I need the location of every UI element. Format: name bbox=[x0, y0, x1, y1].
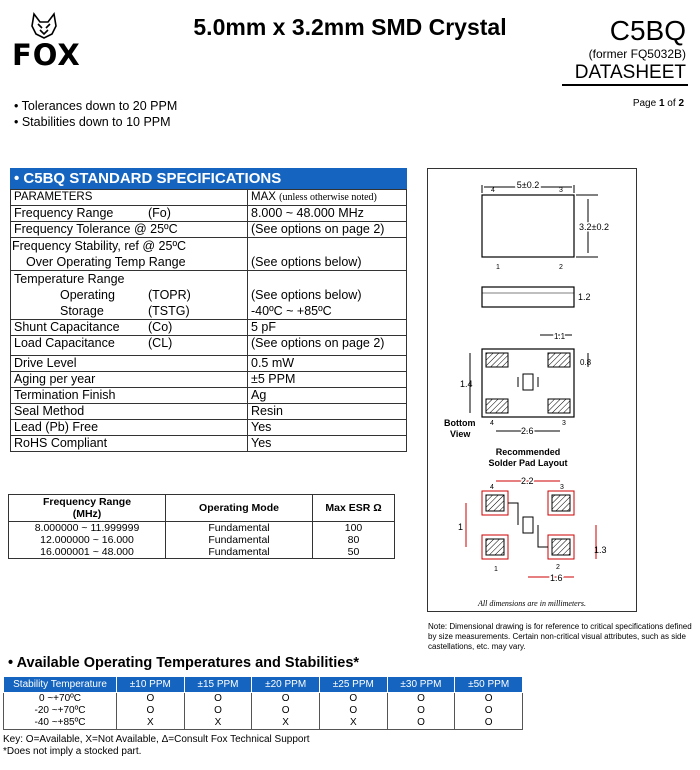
dimension-drawing bbox=[427, 168, 637, 612]
feature-item: • Tolerances down to 20 PPM bbox=[14, 99, 178, 113]
drawing-note: Note: Dimensional drawing is for reference to critical specifications defined by size measurements. Certain non-critical visual attributes, such as side castellations, etc. may vary. bbox=[428, 622, 692, 651]
dim-pad-w: 1.1 bbox=[554, 332, 566, 341]
spec-col-param: PARAMETERS bbox=[11, 190, 248, 206]
esr-header-row: Frequency Range (MHz) Operating Mode Max ESR Ω bbox=[9, 495, 395, 522]
header-rule bbox=[562, 84, 688, 86]
doc-type: DATASHEET bbox=[574, 62, 686, 83]
feature-item: • Stabilities down to 10 PPM bbox=[14, 115, 171, 129]
spec-header-row bbox=[11, 190, 407, 206]
footnote: *Does not imply a stocked part. bbox=[3, 746, 142, 757]
spec-row: Temperature Range Operating (TOPR) Storage (TSTG) (See options below) -40ºC ~ +85ºC bbox=[11, 271, 407, 320]
esr-row: 16.000001 ~ 48.000 Fundamental 50 bbox=[9, 546, 395, 559]
svg-text:3: 3 bbox=[562, 420, 566, 427]
stability-header-row: Stability Temperature ±10 PPM ±15 PPM ±20 PPM ±25 PPM ±30 PPM ±50 PPM bbox=[4, 677, 523, 693]
spec-row: Frequency Stability, ref @ 25ºC Over Operating Temp Range (See options below) bbox=[11, 238, 407, 271]
spec-row: Frequency Tolerance @ 25ºC (See options on page 2) bbox=[11, 222, 407, 238]
svg-text:1: 1 bbox=[494, 566, 498, 573]
dim-pad-pitch-h: 2.6 bbox=[521, 426, 534, 436]
solder-title-2: Solder Pad Layout bbox=[488, 458, 568, 468]
spec-col-max: MAX (unless otherwise noted) bbox=[248, 190, 407, 206]
logo-text: FOX bbox=[12, 38, 81, 72]
spec-row: Shunt Capacitance (Co) 5 pF bbox=[11, 320, 407, 336]
dim-height: 1.2 bbox=[578, 292, 591, 302]
solder-title-1: Recommended bbox=[495, 447, 561, 457]
svg-text:4: 4 bbox=[490, 420, 494, 427]
esr-table bbox=[8, 494, 395, 559]
spec-row: Frequency Range (Fo) 8.000 ~ 48.000 MHz bbox=[11, 206, 407, 222]
dim-pad-h: 0.8 bbox=[580, 358, 592, 367]
page-number: Page 1 of 2 bbox=[632, 98, 684, 109]
spec-row: Drive Level 0.5 mW bbox=[11, 356, 407, 372]
spec-row: Seal Method Resin bbox=[11, 404, 407, 420]
dim-solder-1: 1 bbox=[458, 522, 464, 532]
page-title: 5.0mm x 3.2mm SMD Crystal bbox=[193, 14, 507, 40]
dim-pad-pitch-v: 1.4 bbox=[460, 379, 473, 389]
former-part: (former FQ5032B) bbox=[588, 47, 686, 61]
svg-text:4: 4 bbox=[490, 484, 494, 491]
dim-solder-22: 2.2 bbox=[521, 476, 534, 486]
package-side-view bbox=[482, 287, 574, 307]
svg-text:3: 3 bbox=[560, 484, 564, 491]
dim-width: 3.2±0.2 bbox=[579, 222, 609, 232]
spec-row: Termination Finish Ag bbox=[11, 388, 407, 404]
dim-solder-16: 1.6 bbox=[550, 573, 563, 583]
key-line: Key: O=Available, X=Not Available, Δ=Consult Fox Technical Support bbox=[3, 734, 310, 745]
esr-row: 8.000000 ~ 11.999999 Fundamental 100 bbox=[9, 522, 395, 535]
drawing-footer: All dimensions are in millimeters. bbox=[478, 599, 586, 608]
bottom-view-label: Bottom bbox=[444, 418, 476, 428]
package-drawing bbox=[428, 169, 636, 611]
stability-row: -40 ~+85ºC X X X X O O bbox=[4, 717, 523, 730]
esr-row: 12.000000 ~ 16.000 Fundamental 80 bbox=[9, 534, 395, 546]
svg-text:2: 2 bbox=[559, 264, 563, 271]
svg-text:1: 1 bbox=[496, 264, 500, 271]
spec-row: RoHS Compliant Yes bbox=[11, 436, 407, 452]
dim-length: 5±0.2 bbox=[516, 180, 540, 190]
svg-text:2: 2 bbox=[556, 564, 560, 571]
spec-row: Aging per year ±5 PPM bbox=[11, 372, 407, 388]
avail-section-title: • Available Operating Temperatures and Stabilities* bbox=[8, 655, 360, 671]
spec-row: Load Capacitance (CL) (See options on page 2) bbox=[11, 336, 407, 356]
stability-table bbox=[3, 676, 523, 730]
stability-row: -20 ~+70ºC O O O O O O bbox=[4, 705, 523, 717]
svg-text:View: View bbox=[450, 429, 471, 439]
spec-section-title: • C5BQ STANDARD SPECIFICATIONS bbox=[10, 168, 407, 189]
stability-row: 0 ~+70ºC O O O O O O bbox=[4, 693, 523, 706]
svg-text:3: 3 bbox=[559, 187, 563, 194]
key-legend bbox=[3, 734, 310, 758]
feature-list bbox=[14, 98, 177, 130]
part-number: C5BQ bbox=[609, 15, 686, 46]
spec-row: Lead (Pb) Free Yes bbox=[11, 420, 407, 436]
dim-solder-13: 1.3 bbox=[594, 545, 607, 555]
package-top-view bbox=[482, 195, 574, 257]
spec-table bbox=[10, 189, 407, 452]
svg-text:4: 4 bbox=[491, 187, 495, 194]
